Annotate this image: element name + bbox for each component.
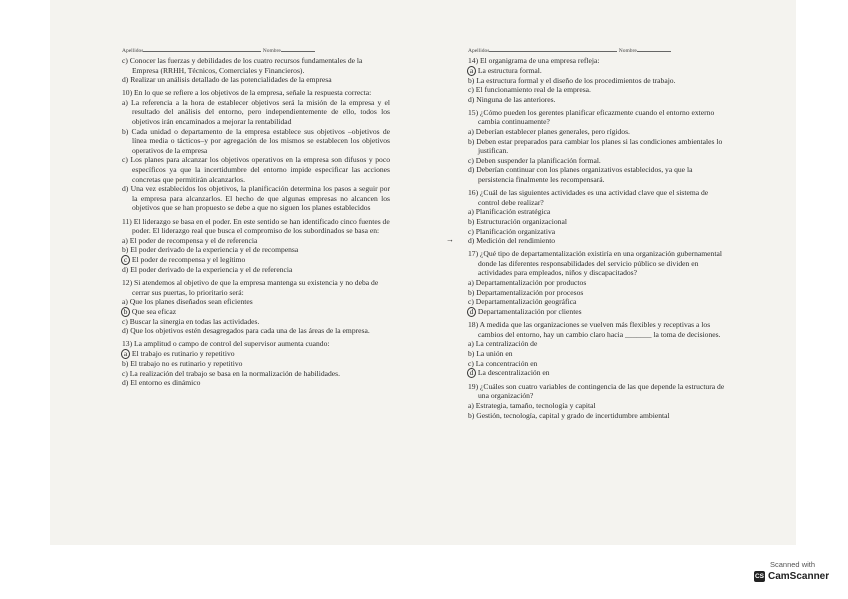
option-d: d) El poder derivado de la experiencia y el de referencia [122,264,293,274]
question-18 [468,320,730,378]
option-a: a) La referencia a la hora de establecer objetivos será la misión de la empresa y el resultado del análisis del entorno, pero independientemente de ello, todos los objetivos irán encaminados a mejorar la rentabilidad [122,97,390,127]
question-19 [468,382,730,420]
question-text: 14) El organigrama de una empresa refleja: [468,56,600,65]
answer-circle: d [467,307,476,317]
option-b: b) Deben estar preparados para cambiar los planes si las condiciones ambientales lo justifican. [468,136,723,156]
left-column [122,46,390,391]
option-text: Departamentalización por clientes [477,306,582,316]
option-b-circled [122,307,390,317]
option-a-circled [122,349,390,359]
option-b: b) Gestión, tecnología, capital y grado de incertidumbre ambiental [468,410,670,420]
right-column [446,46,730,424]
option-text: d) Medición del rendimiento [468,236,556,246]
answer-circle: c [121,255,130,265]
option-d: d) Realizar un análisis detallado de las potencialidades de la empresa [122,75,332,85]
option-c: c) El funcionamiento real de la empresa. [468,85,591,95]
option-d: d) Una vez establecidos los objetivos, la planificación determina los pasos a seguir por la empresa para alcanzarlos. El hecho de que algunas empresas no alcancen los objetivos que se han propuesto se debe a que no siguen los planes establecidos [122,184,390,213]
option-c: c) Los planes para alcanzar los objetivos operativos en la empresa son difusos y poco específicos ya que la incertidumbre del entorno impide especificar las acciones concretas que permitirán alcanzarlos. [122,155,390,184]
scanned-page [50,0,796,545]
option-text: La estructura formal. [477,65,542,75]
option-c: c) Departamentalización geográfica [468,297,577,307]
nombre-label: Nombre [618,48,637,54]
option-b: b) Cada unidad o departamento de la empresa establece sus objetivos –objetivos de línea media o tácticos–y por agregación de los mismos se establecen los objetivos operativos de la empresa [122,126,390,155]
question-text: 12) Si atendemos al objetivo de que la empresa mantenga su existencia y no deba de cerrar sus puertas, lo prioritario será: [122,277,379,297]
option-b: b) El trabajo no es rutinario y repetitivo [122,359,243,369]
nombre-blank [637,46,671,52]
option-c: c) Conocer las fuerzas y debilidades de los cuatro recursos fundamentales de la Empresa (RRHH, Técnicos, Comerciales y Financieros). [122,56,363,75]
option-text: Que sea eficaz [131,306,177,316]
question-11 [122,217,390,275]
camscanner-logo-icon: CS [754,573,765,580]
apellidos-blank [143,46,261,52]
nombre-blank [281,46,315,52]
question-text: 17) ¿Qué tipo de departamentalización existiría en una organización gubernamental donde las diferentes responsabilidades del servicio público se dividen en actividades para empleados, niños y discapacitados? [468,249,722,278]
option-b: b) El poder derivado de la experiencia y el de recompensa [122,245,299,255]
option-b: b) La estructura formal y el diseño de los procedimientos de trabajo. [468,75,676,85]
option-d: d) Ninguna de las anteriores. [468,94,556,104]
apellidos-blank [489,46,617,52]
question-17 [468,249,730,317]
option-d-marked: → d) Medición del rendimiento [446,235,556,246]
question-text: 19) ¿Cuáles son cuatro variables de contingencia de las que depende la estructura de una organización? [468,381,725,401]
answer-circle: a [121,349,130,359]
option-a: a) Planificación estratégica [468,207,551,217]
apellidos-label: Apellidos [122,48,144,54]
option-a: a) El poder de recompensa y el de referencia [122,235,258,245]
question-15 [468,108,730,185]
option-a: a) Estrategia, tamaño, tecnología y capital [468,400,596,410]
option-c: c) Planificación organizativa [468,226,556,236]
option-a: a) La centralización de [468,339,538,349]
option-a: a) Departamentalización por productos [468,277,587,287]
option-c: c) La concentración en [468,358,538,368]
option-text: La descentralización en [477,368,550,378]
name-header [122,46,390,55]
option-a: a) Que los planes diseñados sean eficientes [122,297,253,307]
option-b: b) Estructuración organizacional [468,216,567,226]
question-14 [468,56,730,104]
answer-circle: d [467,368,476,378]
camscanner-watermark [754,560,832,590]
option-a-circled [468,66,730,76]
option-d: d) Que los objetivos estén desagregados para cada una de las áreas de la empresa. [122,326,370,336]
nombre-label: Nombre [262,48,281,54]
option-c: c) La realización del trabajo se basa en la normalización de habilidades. [122,368,341,378]
brand-name: CamScanner [768,571,830,582]
watermark-caption: Scanned with [770,560,816,569]
question-text: 13) La amplitud o campo de control del supervisor aumenta cuando: [122,339,330,349]
answer-circle: b [121,307,130,317]
option-b: b) Departamentalización por procesos [468,287,584,297]
question-text: 11) El liderazgo se basa en el poder. En este sentido se han identificado cinco fuentes de poder. El liderazgo real que busca el compromiso de los subordinados se basa en: [122,216,390,236]
option-d-circled [468,307,730,317]
option-text: El trabajo es rutinario y repetitivo [131,349,235,359]
question-10 [122,88,390,213]
option-text: El poder de recompensa y el legítimo [131,254,246,264]
question-text: 15) ¿Cómo pueden los gerentes planificar eficazmente cuando el entorno externo cambia continuamente? [468,107,715,127]
answer-circle: a [467,66,476,76]
question-text: 10) En lo que se refiere a los objetivos de la empresa, señale la respuesta correcta: [122,88,372,98]
option-d: d) El entorno es dinámico [122,378,201,388]
option-c: c) Buscar la sinergia en todas las actividades. [122,316,260,326]
apellidos-label: Apellidos [468,48,490,54]
option-d-circled [468,368,730,378]
question-13 [122,339,390,387]
question-12 [122,278,390,336]
name-header [468,46,730,55]
option-d: d) Deberían continuar con los planes organizativos establecidos, ya que la persistencia finalmente les recompensará. [468,165,693,185]
watermark-brand [754,570,832,583]
question-text: 16) ¿Cuál de las siguientes actividades es una actividad clave que el sistema de control debe realizar? [468,188,709,207]
question-9-continued [122,56,390,85]
question-16 [446,188,730,246]
question-text: 18) A medida que las organizaciones se vuelven más flexibles y receptivas a los cambios del entorno, hay un cambio claro hacia _______ la toma de decisiones. [468,320,721,339]
option-a: a) Deberían establecer planes generales, pero rígidos. [468,127,630,137]
option-c: c) Deben suspender la planificación formal. [468,155,601,165]
option-b: b) La unión en [468,349,513,359]
option-c-circled [122,255,390,265]
